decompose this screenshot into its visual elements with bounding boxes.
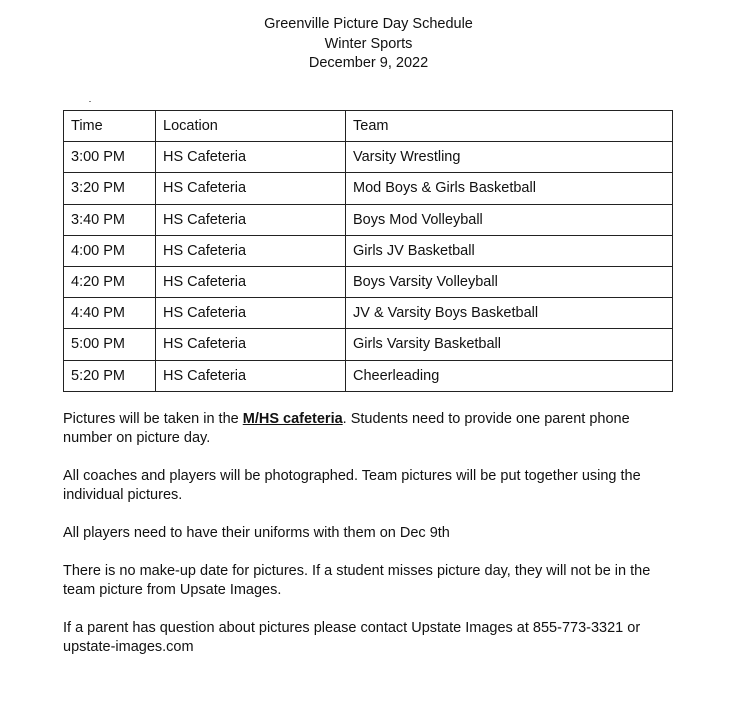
time-cell: 3:40 PM [64,204,156,235]
time-cell: 5:20 PM [64,360,156,391]
location-cell: HS Cafeteria [156,173,346,204]
column-header-location: Location [156,111,346,142]
time-cell: 4:40 PM [64,298,156,329]
table-row [64,298,673,329]
team-cell: Boys Varsity Volleyball [346,266,673,297]
location-cell: HS Cafeteria [156,142,346,173]
team-cell: Cheerleading [346,360,673,391]
team-cell: Mod Boys & Girls Basketball [346,173,673,204]
table-header-row [64,111,673,142]
note-location [63,410,663,448]
time-cell: 4:20 PM [64,266,156,297]
note-location-text-before: Pictures will be taken in the [63,411,243,427]
location-cell: HS Cafeteria [156,360,346,391]
team-cell: Boys Mod Volleyball [346,204,673,235]
column-header-team: Team [346,111,673,142]
team-cell: Varsity Wrestling [346,142,673,173]
location-cell: HS Cafeteria [156,298,346,329]
document-header [0,15,729,74]
note-location-text-after: . Students need to provide one parent phone number on picture day. [63,411,630,446]
time-cell: 3:20 PM [64,173,156,204]
team-cell: Girls Varsity Basketball [346,329,673,360]
team-cell: JV & Varsity Boys Basketball [346,298,673,329]
note-uniforms: All players need to have their uniforms with them on Dec 9th [63,525,450,541]
table-row [64,235,673,266]
location-cell: HS Cafeteria [156,329,346,360]
table-row [64,266,673,297]
location-cell: HS Cafeteria [156,235,346,266]
table-row [64,173,673,204]
schedule-table [63,110,673,392]
table-row [64,329,673,360]
column-header-time: Time [64,111,156,142]
time-cell: 4:00 PM [64,235,156,266]
scan-speck [89,101,91,102]
table-row [64,204,673,235]
table-row [64,360,673,391]
location-cell: HS Cafeteria [156,266,346,297]
note-photographed: All coaches and players will be photographed. Team pictures will be put together using the individual pictures. [63,468,641,503]
team-cell: Girls JV Basketball [346,235,673,266]
document-date: December 9, 2022 [308,55,429,72]
note-contact: If a parent has question about pictures please contact Upstate Images at 855-773-3321 or upstate-images.com [63,620,641,655]
table-row [64,142,673,173]
cafeteria-emphasis: M/HS cafeteria [242,411,343,427]
note-no-makeup: There is no make-up date for pictures. If a student misses picture day, they will not be in the team picture from Upsate Images. [63,563,651,598]
time-cell: 5:00 PM [64,329,156,360]
time-cell: 3:00 PM [64,142,156,173]
location-cell: HS Cafeteria [156,204,346,235]
document-subtitle: Winter Sports [324,35,413,52]
document-title: Greenville Picture Day Schedule [264,16,473,32]
